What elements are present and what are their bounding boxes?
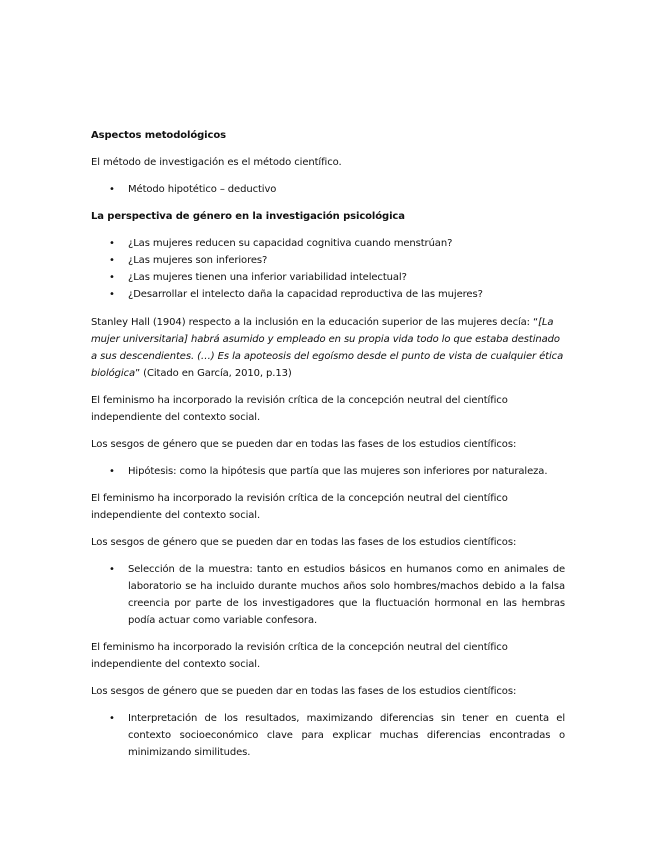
list-item-text: Selección de la muestra: tanto en estudios básicos en humanos como en animales de laboratorio se ha incluido durante muchos años solo hombres/machos debido a la falsa creencia por parte de los investigadores que la fluctuación hormonal en las hembras podía actuar como variable confesora. xyxy=(128,564,565,626)
document-body xyxy=(91,127,565,771)
bullet-icon: • xyxy=(109,238,115,249)
list-item xyxy=(91,286,565,303)
list-item-text: ¿Las mujeres tienen una inferior variabilidad intelectual? xyxy=(128,272,407,283)
hall-quote: [La mujer universitaria] habrá asumido y empleado en su propia vida todo lo que estaba destinado a sus descendientes. (…) Es la apoteosis del egoísmo desde el punto de vista de cualquier ética biológica xyxy=(91,317,564,379)
paragraph-feminism: El feminismo ha incorporado la revisión crítica de la concepción neutral del científico independiente del contexto social. xyxy=(91,642,508,670)
list-item xyxy=(91,463,565,480)
paragraph-hall-quote xyxy=(91,314,565,382)
bullet-icon: • xyxy=(109,289,115,300)
hall-citation: ” (Citado en García, 2010, p.13) xyxy=(135,368,292,379)
bullet-list-method xyxy=(91,181,565,198)
list-item xyxy=(91,561,565,629)
bullet-icon: • xyxy=(109,272,115,283)
list-item-text: ¿Las mujeres son inferiores? xyxy=(128,255,268,266)
paragraph-feminism: El feminismo ha incorporado la revisión crítica de la concepción neutral del científico independiente del contexto social. xyxy=(91,493,508,521)
section-heading-gender: La perspectiva de género en la investigación psicológica xyxy=(91,211,405,222)
hall-intro: Stanley Hall (1904) respecto a la inclusión en la educación superior de las mujeres decía: “ xyxy=(91,317,539,328)
list-item xyxy=(91,235,565,252)
bullet-list-gender-questions xyxy=(91,235,565,303)
list-item xyxy=(91,269,565,286)
paragraph-feminism: El feminismo ha incorporado la revisión crítica de la concepción neutral del científico independiente del contexto social. xyxy=(91,395,508,423)
list-item-text: ¿Las mujeres reducen su capacidad cognitiva cuando menstrúan? xyxy=(128,238,453,249)
bullet-list-bias-2 xyxy=(91,561,565,629)
paragraph-bias-intro: Los sesgos de género que se pueden dar en todas las fases de los estudios científicos: xyxy=(91,439,517,450)
list-item-text: Interpretación de los resultados, maximizando diferencias sin tener en cuenta el contexto socioeconómico clave para explicar muchas diferencias encontradas o minimizando similitudes. xyxy=(128,713,565,758)
bullet-icon: • xyxy=(109,564,115,575)
paragraph-bias-intro: Los sesgos de género que se pueden dar en todas las fases de los estudios científicos: xyxy=(91,537,517,548)
bullet-icon: • xyxy=(109,713,115,724)
list-item xyxy=(91,710,565,761)
list-item-text: Método hipotético – deductivo xyxy=(128,184,277,195)
bullet-icon: • xyxy=(109,255,115,266)
list-item-text: Hipótesis: como la hipótesis que partía que las mujeres son inferiores por naturaleza. xyxy=(128,466,548,477)
paragraph-method: El método de investigación es el método científico. xyxy=(91,157,342,168)
bullet-icon: • xyxy=(109,466,115,477)
list-item xyxy=(91,181,565,198)
list-item-text: ¿Desarrollar el intelecto daña la capacidad reproductiva de las mujeres? xyxy=(128,289,483,300)
bullet-list-bias-1 xyxy=(91,463,565,480)
paragraph-bias-intro: Los sesgos de género que se pueden dar en todas las fases de los estudios científicos: xyxy=(91,686,517,697)
list-item xyxy=(91,252,565,269)
section-heading-methodology: Aspectos metodológicos xyxy=(91,130,226,141)
bullet-icon: • xyxy=(109,184,115,195)
bullet-list-bias-3 xyxy=(91,710,565,761)
